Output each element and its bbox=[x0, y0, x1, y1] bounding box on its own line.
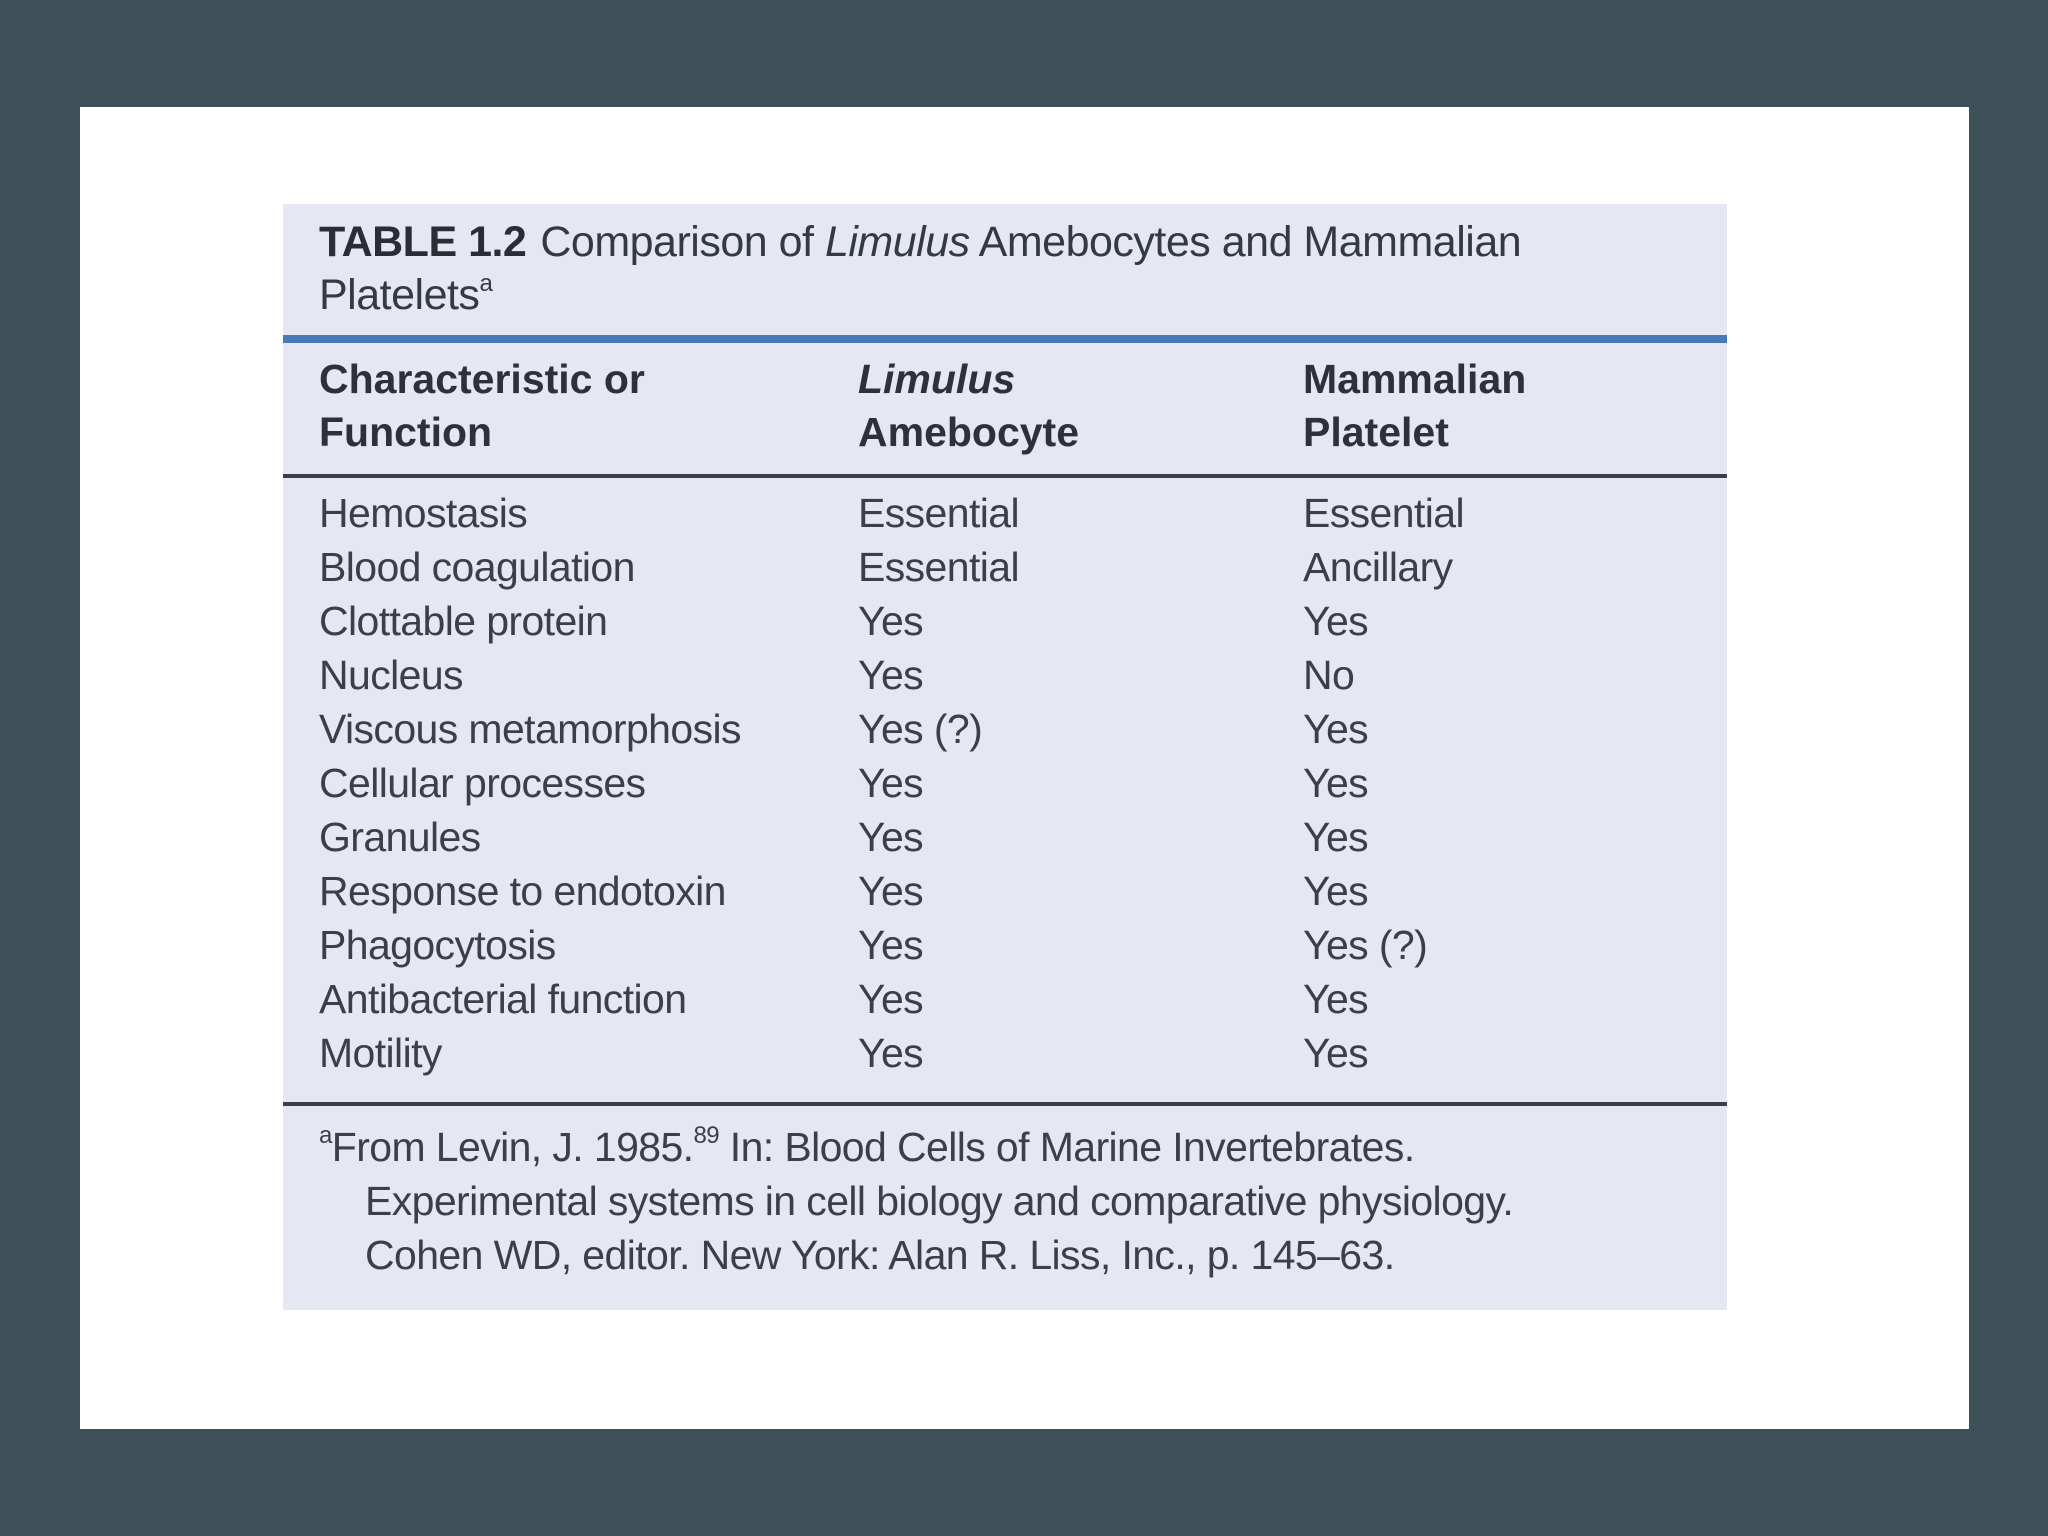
cell-characteristic: Phagocytosis bbox=[319, 922, 556, 968]
table-row bbox=[283, 756, 1727, 810]
comparison-table bbox=[283, 204, 1727, 1310]
cell-mammalian: Yes bbox=[1303, 814, 1369, 860]
header-limulus-line1: Limulus bbox=[858, 356, 1016, 402]
cell-characteristic: Response to endotoxin bbox=[319, 868, 726, 914]
cell-mammalian: Yes bbox=[1303, 868, 1369, 914]
cell-mammalian: Essential bbox=[1303, 490, 1464, 536]
header-limulus bbox=[858, 353, 1079, 459]
cell-characteristic: Granules bbox=[319, 814, 481, 860]
cell-mammalian: No bbox=[1303, 652, 1355, 698]
cell-limulus: Yes (?) bbox=[858, 706, 983, 752]
cell-limulus: Yes bbox=[858, 922, 924, 968]
cell-mammalian: Yes (?) bbox=[1303, 922, 1428, 968]
cell-limulus: Essential bbox=[858, 490, 1019, 536]
header-mammalian-line1: Mammalian bbox=[1303, 356, 1527, 402]
cell-limulus: Yes bbox=[858, 652, 924, 698]
table-body bbox=[283, 486, 1727, 1080]
footnote-reference-number: 89 bbox=[693, 1122, 719, 1149]
table-title-italic: Limulus bbox=[824, 218, 970, 266]
cell-mammalian: Ancillary bbox=[1303, 544, 1453, 590]
table-row bbox=[283, 810, 1727, 864]
cell-characteristic: Antibacterial function bbox=[319, 976, 687, 1022]
cell-mammalian: Yes bbox=[1303, 976, 1369, 1022]
cell-characteristic: Motility bbox=[319, 1030, 442, 1076]
table-title-footnote-marker: a bbox=[479, 270, 493, 297]
cell-limulus: Yes bbox=[858, 760, 924, 806]
footnote-source: From Levin, J. 1985. bbox=[331, 1124, 694, 1170]
table-row bbox=[283, 594, 1727, 648]
cell-limulus: Yes bbox=[858, 1030, 924, 1076]
header-mammalian bbox=[1303, 353, 1526, 459]
footer-divider bbox=[283, 1102, 1727, 1106]
cell-characteristic: Nucleus bbox=[319, 652, 463, 698]
cell-limulus: Yes bbox=[858, 814, 924, 860]
table-row bbox=[283, 918, 1727, 972]
header-characteristic-line2: Function bbox=[319, 409, 493, 455]
table-row bbox=[283, 1026, 1727, 1080]
header-characteristic-line1: Characteristic or bbox=[319, 356, 645, 402]
table-row bbox=[283, 486, 1727, 540]
cell-limulus: Yes bbox=[858, 868, 924, 914]
cell-mammalian: Yes bbox=[1303, 1030, 1369, 1076]
footnote-marker: a bbox=[319, 1122, 332, 1149]
table-caption bbox=[319, 216, 1679, 322]
table-row bbox=[283, 864, 1727, 918]
table-row bbox=[283, 702, 1727, 756]
cell-characteristic: Hemostasis bbox=[319, 490, 528, 536]
cell-mammalian: Yes bbox=[1303, 706, 1369, 752]
table-row bbox=[283, 648, 1727, 702]
header-divider bbox=[283, 474, 1727, 478]
cell-characteristic: Viscous metamorphosis bbox=[319, 706, 741, 752]
footnote-line-2: Experimental systems in cell biology and comparative physiology. bbox=[365, 1178, 1514, 1224]
cell-mammalian: Yes bbox=[1303, 598, 1369, 644]
table-row bbox=[283, 972, 1727, 1026]
cell-characteristic: Clottable protein bbox=[319, 598, 608, 644]
page bbox=[80, 107, 1969, 1429]
cell-limulus: Yes bbox=[858, 976, 924, 1022]
footnote-source-continued: In: Blood Cells of Marine Invertebrates. bbox=[718, 1124, 1415, 1170]
table-title-start: Comparison of bbox=[540, 218, 825, 266]
cell-characteristic: Cellular processes bbox=[319, 760, 646, 806]
footnote-line-3: Cohen WD, editor. New York: Alan R. Liss, Inc., p. 145–63. bbox=[365, 1232, 1395, 1278]
cell-mammalian: Yes bbox=[1303, 760, 1369, 806]
table-row bbox=[283, 540, 1727, 594]
cell-characteristic: Blood coagulation bbox=[319, 544, 635, 590]
table-footnote bbox=[319, 1120, 1699, 1282]
cell-limulus: Yes bbox=[858, 598, 924, 644]
cell-limulus: Essential bbox=[858, 544, 1019, 590]
table-header-row bbox=[283, 353, 1727, 461]
table-title-end: Amebocytes and Mammalian Platelets bbox=[319, 218, 1522, 319]
header-characteristic bbox=[319, 353, 645, 459]
caption-divider bbox=[283, 335, 1727, 343]
table-label: TABLE 1.2 bbox=[319, 218, 527, 266]
header-mammalian-line2: Platelet bbox=[1303, 409, 1449, 455]
header-limulus-line2: Amebocyte bbox=[858, 409, 1080, 455]
